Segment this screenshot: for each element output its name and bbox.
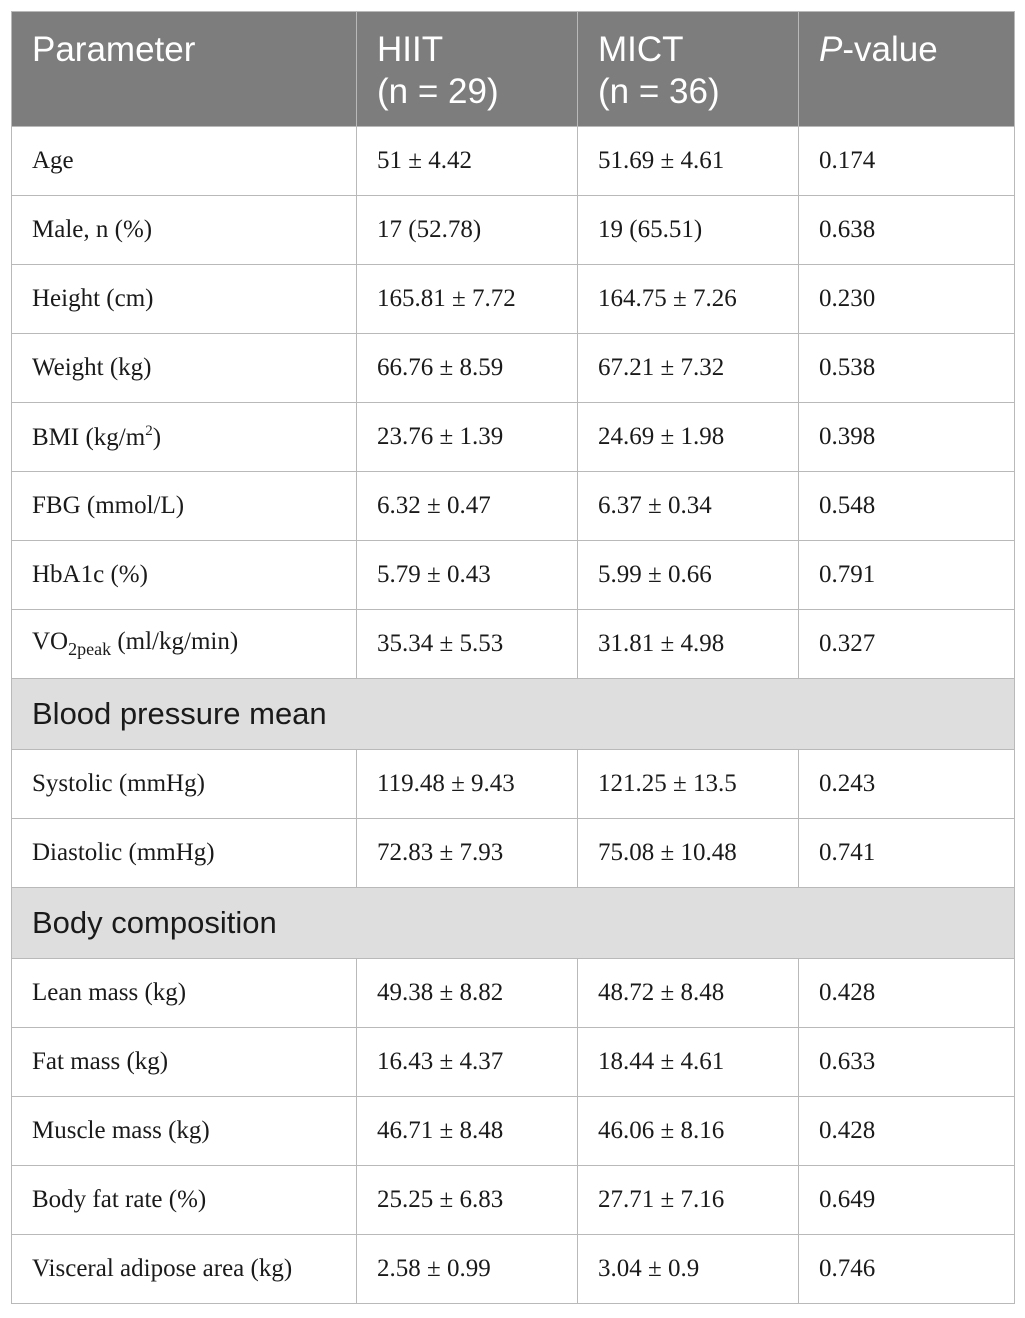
header-p-italic: P [819,30,843,69]
row-label: Diastolic (mmHg) [12,819,357,888]
header-mict-n: (n = 36) [598,72,720,111]
p-value: 0.638 [799,196,1015,265]
hiit-value: 165.81 ± 7.72 [357,265,578,334]
mict-value: 24.69 ± 1.98 [578,403,799,472]
row-label: Fat mass (kg) [12,1028,357,1097]
mict-value: 51.69 ± 4.61 [578,127,799,196]
mict-value: 6.37 ± 0.34 [578,472,799,541]
header-mict [578,12,799,127]
table-row [12,1235,1015,1304]
row-label: Body fat rate (%) [12,1166,357,1235]
header-p-value [799,12,1015,127]
row-label: Lean mass (kg) [12,959,357,1028]
table-row [12,472,1015,541]
mict-value: 48.72 ± 8.48 [578,959,799,1028]
mict-value: 121.25 ± 13.5 [578,750,799,819]
table-row [12,1097,1015,1166]
table-row [12,959,1015,1028]
mict-value: 164.75 ± 7.26 [578,265,799,334]
row-label: Systolic (mmHg) [12,750,357,819]
header-hiit-name: HIIT [377,30,444,69]
hiit-value: 49.38 ± 8.82 [357,959,578,1028]
table-row [12,403,1015,472]
row-label: Muscle mass (kg) [12,1097,357,1166]
p-value: 0.649 [799,1166,1015,1235]
section-row-blood-pressure [12,679,1015,750]
table-row [12,819,1015,888]
p-value: 0.428 [799,959,1015,1028]
header-hiit [357,12,578,127]
header-hiit-n: (n = 29) [377,72,499,111]
p-value: 0.398 [799,403,1015,472]
baseline-characteristics-table [11,11,1015,1304]
row-label [12,403,357,472]
p-value: 0.428 [799,1097,1015,1166]
p-value: 0.174 [799,127,1015,196]
hiit-value: 25.25 ± 6.83 [357,1166,578,1235]
row-label [12,610,357,679]
table-header [12,12,1015,127]
p-value: 0.741 [799,819,1015,888]
mict-value: 67.21 ± 7.32 [578,334,799,403]
mict-value: 46.06 ± 8.16 [578,1097,799,1166]
table-row [12,196,1015,265]
p-value: 0.548 [799,472,1015,541]
row-label: FBG (mmol/L) [12,472,357,541]
table-row [12,1028,1015,1097]
p-value: 0.538 [799,334,1015,403]
table-row [12,750,1015,819]
vo2-subscript: 2peak [68,639,112,659]
bmi-superscript: 2 [145,422,153,439]
hiit-value: 23.76 ± 1.39 [357,403,578,472]
hiit-value: 51 ± 4.42 [357,127,578,196]
bmi-label-close: ) [152,423,162,451]
section-heading: Blood pressure mean [12,679,1015,750]
table-row [12,1166,1015,1235]
row-label: Height (cm) [12,265,357,334]
table-row [12,610,1015,679]
bmi-label-text: BMI (kg/m [32,423,146,451]
header-row [12,12,1015,127]
header-p-rest: -value [842,30,938,69]
section-row-body-composition [12,888,1015,959]
table-row [12,334,1015,403]
hiit-value: 119.48 ± 9.43 [357,750,578,819]
table-row [12,127,1015,196]
row-label: HbA1c (%) [12,541,357,610]
header-mict-name: MICT [598,30,684,69]
table-body [12,127,1015,1304]
row-label: Age [12,127,357,196]
mict-value: 31.81 ± 4.98 [578,610,799,679]
p-value: 0.327 [799,610,1015,679]
table-row [12,541,1015,610]
hiit-value: 72.83 ± 7.93 [357,819,578,888]
header-parameter: Parameter [12,12,357,127]
row-label: Visceral adipose area (kg) [12,1235,357,1304]
hiit-value: 16.43 ± 4.37 [357,1028,578,1097]
p-value: 0.243 [799,750,1015,819]
mict-value: 3.04 ± 0.9 [578,1235,799,1304]
hiit-value: 46.71 ± 8.48 [357,1097,578,1166]
p-value: 0.230 [799,265,1015,334]
p-value: 0.791 [799,541,1015,610]
mict-value: 75.08 ± 10.48 [578,819,799,888]
mict-value: 27.71 ± 7.16 [578,1166,799,1235]
p-value: 0.746 [799,1235,1015,1304]
section-heading: Body composition [12,888,1015,959]
hiit-value: 17 (52.78) [357,196,578,265]
hiit-value: 2.58 ± 0.99 [357,1235,578,1304]
hiit-value: 6.32 ± 0.47 [357,472,578,541]
row-label: Male, n (%) [12,196,357,265]
hiit-value: 5.79 ± 0.43 [357,541,578,610]
table-row [12,265,1015,334]
mict-value: 19 (65.51) [578,196,799,265]
vo2-label-text: VO [32,628,69,655]
row-label: Weight (kg) [12,334,357,403]
mict-value: 18.44 ± 4.61 [578,1028,799,1097]
p-value: 0.633 [799,1028,1015,1097]
vo2-label-units: (ml/kg/min) [111,628,239,655]
hiit-value: 35.34 ± 5.53 [357,610,578,679]
mict-value: 5.99 ± 0.66 [578,541,799,610]
hiit-value: 66.76 ± 8.59 [357,334,578,403]
